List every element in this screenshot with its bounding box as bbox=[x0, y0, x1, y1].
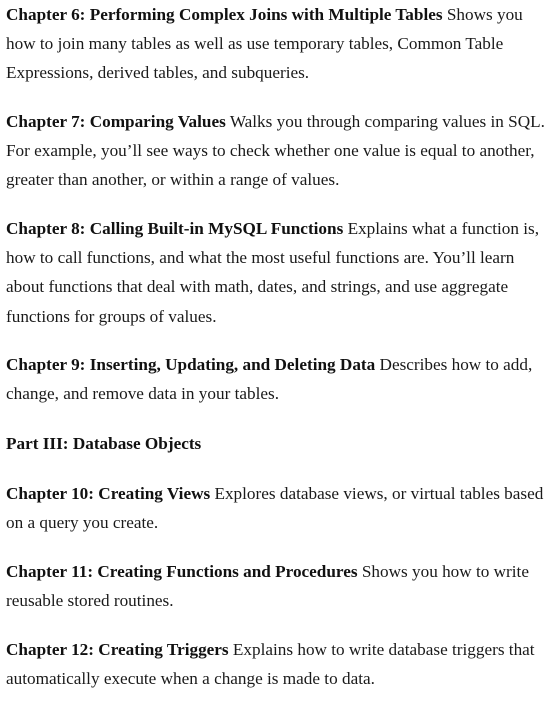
chapter-8-description: Explains what a function is, how to call functions, and what the most useful functions are. You’ll learn about functions that deal with math, dates, and strings, and use aggregate functions for groups of values. bbox=[6, 219, 539, 326]
chapter-7-entry bbox=[6, 107, 552, 195]
part-3-title: Part III: Database Objects bbox=[6, 434, 202, 453]
chapter-10-entry bbox=[6, 479, 552, 537]
chapter-11-entry bbox=[6, 557, 552, 615]
chapter-7-description: Walks you through comparing values in SQL. For example, you’ll see ways to check whether one value is equal to another, greater than another, or within a range of values. bbox=[6, 112, 545, 190]
chapter-9-title: Chapter 9: Inserting, Updating, and Deleting Data bbox=[6, 355, 376, 374]
chapter-10-title: Chapter 10: Creating Views bbox=[6, 484, 211, 503]
chapter-6-title: Chapter 6: Performing Complex Joins with Multiple Tables bbox=[6, 5, 443, 24]
chapter-9-description: Describes how to add, change, and remove data in your tables. bbox=[6, 355, 533, 404]
chapter-7-title: Chapter 7: Comparing Values bbox=[6, 112, 226, 131]
chapter-10-description: Explores database views, or virtual tables based on a query you create. bbox=[6, 484, 544, 533]
chapter-9-entry bbox=[6, 350, 552, 408]
chapter-8-entry bbox=[6, 214, 552, 331]
chapter-8-title: Chapter 8: Calling Built-in MySQL Functions bbox=[6, 219, 344, 238]
chapter-11-title: Chapter 11: Creating Functions and Procedures bbox=[6, 562, 358, 581]
chapter-12-entry bbox=[6, 635, 552, 693]
chapter-12-description: Explains how to write database triggers that automatically execute when a change is made to data. bbox=[6, 640, 535, 689]
chapter-12-title: Chapter 12: Creating Triggers bbox=[6, 640, 229, 659]
part-3-heading bbox=[6, 429, 552, 458]
chapter-6-entry bbox=[6, 0, 552, 88]
chapter-11-description: Shows you how to write reusable stored routines. bbox=[6, 562, 529, 611]
chapter-6-description: Shows you how to join many tables as well as use temporary tables, Common Table Expressions, derived tables, and subqueries. bbox=[6, 5, 523, 83]
